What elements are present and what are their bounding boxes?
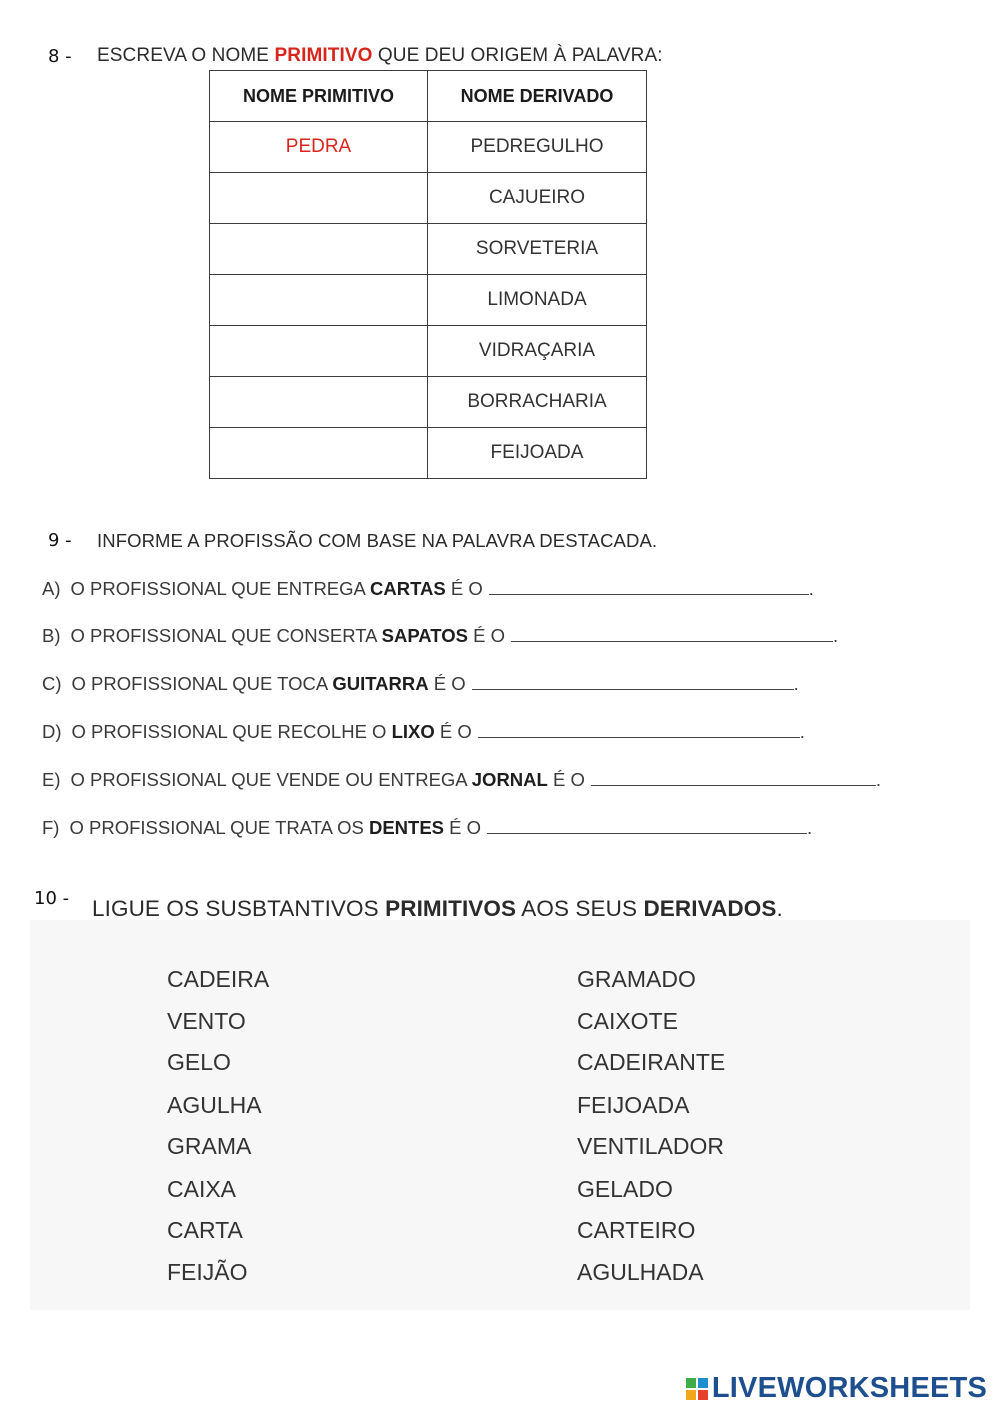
q8-title-highlight: PRIMITIVO (274, 45, 373, 66)
table-row (210, 428, 647, 479)
primitive-word[interactable]: CAIXA (167, 1176, 237, 1202)
derived-word[interactable]: GRAMADO (577, 966, 696, 992)
primitive-word[interactable]: FEIJÃO (167, 1259, 248, 1285)
table-row (210, 377, 647, 428)
item-keyword: JORNAL (471, 769, 548, 790)
header-derived: NOME DERIVADO (428, 71, 647, 122)
primitive-word[interactable]: CARTA (167, 1217, 243, 1243)
item-text-end: É O (449, 817, 482, 838)
item-letter: A) (42, 578, 61, 599)
primitive-word[interactable]: CADEIRA (167, 966, 270, 992)
logo-text: LIVEWORKSHEETS (711, 1372, 987, 1404)
q10-title-pre: LIGUE OS SUSBTANTIVOS (92, 896, 379, 921)
item-text-end: É O (552, 769, 585, 790)
logo-square (698, 1378, 708, 1388)
item-text-end: É O (450, 578, 483, 599)
derived-word[interactable]: CADEIRANTE (577, 1049, 726, 1075)
item-text-end: É O (433, 673, 466, 694)
item-keyword: SAPATOS (381, 625, 468, 646)
primitive-answer-cell[interactable] (210, 326, 428, 377)
item-text: O PROFISSIONAL QUE TRATA OS (69, 817, 364, 838)
item-text: O PROFISSIONAL QUE CONSERTA (70, 625, 377, 646)
primitive-word[interactable]: GRAMA (167, 1133, 252, 1159)
q10-title-mid: AOS SEUS (521, 896, 638, 921)
q8-title (97, 45, 663, 67)
logo-square (698, 1390, 708, 1400)
answer-blank[interactable] (591, 771, 876, 786)
derived-cell: BORRACHARIA (428, 377, 647, 428)
table-row (210, 224, 647, 275)
derived-cell: LIMONADA (428, 275, 647, 326)
q8-number: 8 - (48, 46, 72, 67)
item-letter: C) (42, 673, 62, 694)
period: . (807, 817, 813, 838)
derived-cell: CAJUEIRO (428, 173, 647, 224)
period: . (808, 578, 814, 599)
derived-cell: VIDRAÇARIA (428, 326, 647, 377)
answer-blank[interactable] (478, 723, 800, 738)
derived-word[interactable]: FEIJOADA (577, 1092, 690, 1118)
derived-cell: PEDREGULHO (428, 122, 647, 173)
q8-title-post: QUE DEU ORIGEM À PALAVRA: (377, 45, 663, 66)
period: . (875, 769, 881, 790)
primitive-word[interactable]: VENTO (167, 1008, 246, 1034)
q9-item-b (42, 625, 838, 647)
q9-number: 9 - (48, 530, 72, 551)
primitive-answer-cell[interactable] (210, 224, 428, 275)
primitive-answer-cell[interactable] (210, 377, 428, 428)
logo-mark-icon (686, 1378, 708, 1400)
item-keyword: GUITARRA (332, 673, 429, 694)
item-text-end: É O (439, 721, 472, 742)
answer-blank[interactable] (472, 675, 794, 690)
answer-blank[interactable] (487, 819, 807, 834)
q9-item-f (42, 817, 812, 839)
q8-title-pre: ESCREVA O NOME (97, 45, 270, 66)
q9-item-d (42, 721, 805, 743)
derived-word[interactable]: GELADO (577, 1176, 673, 1202)
answer-blank[interactable] (511, 627, 833, 642)
derived-word[interactable]: CARTEIRO (577, 1217, 696, 1243)
derived-cell: SORVETERIA (428, 224, 647, 275)
table-row (210, 122, 647, 173)
derived-word[interactable]: VENTILADOR (577, 1133, 724, 1159)
q9-item-e (42, 769, 881, 791)
primitive-answer-cell[interactable] (210, 173, 428, 224)
item-text-end: É O (473, 625, 506, 646)
item-letter: F) (42, 817, 60, 838)
q10-title (92, 896, 783, 922)
derived-word[interactable]: AGULHADA (577, 1259, 704, 1285)
header-primitive: NOME PRIMITIVO (210, 71, 428, 122)
q9-item-c (42, 673, 799, 695)
logo-square (686, 1378, 696, 1388)
table-row (210, 173, 647, 224)
q10-title-end: . (776, 896, 783, 921)
q10-number: 10 - (34, 888, 70, 909)
primitive-answer-cell[interactable] (210, 428, 428, 479)
derived-cell: FEIJOADA (428, 428, 647, 479)
liveworksheets-logo (686, 1372, 987, 1405)
primitive-word[interactable]: GELO (167, 1049, 231, 1075)
period: . (793, 673, 799, 694)
period: . (833, 625, 839, 646)
logo-square (686, 1390, 696, 1400)
primitive-word[interactable]: AGULHA (167, 1092, 262, 1118)
primitive-answer-cell[interactable] (210, 275, 428, 326)
item-text: O PROFISSIONAL QUE TOCA (71, 673, 328, 694)
item-keyword: LIXO (391, 721, 435, 742)
period: . (799, 721, 805, 742)
item-text: O PROFISSIONAL QUE VENDE OU ENTREGA (70, 769, 467, 790)
derived-word[interactable]: CAIXOTE (577, 1008, 678, 1034)
q10-title-bold1: PRIMITIVOS (385, 896, 517, 921)
item-text: O PROFISSIONAL QUE RECOLHE O (71, 721, 387, 742)
answer-blank[interactable] (489, 580, 809, 595)
item-letter: D) (42, 721, 62, 742)
primitive-derived-table (209, 70, 647, 479)
item-letter: E) (42, 769, 61, 790)
table-row (210, 326, 647, 377)
item-text: O PROFISSIONAL QUE ENTREGA (70, 578, 365, 599)
table-row (210, 275, 647, 326)
item-letter: B) (42, 625, 61, 646)
item-keyword: CARTAS (370, 578, 446, 599)
item-keyword: DENTES (368, 817, 445, 838)
q9-title: INFORME A PROFISSÃO COM BASE NA PALAVRA DESTACADA. (97, 530, 658, 551)
q10-title-bold2: DERIVADOS (643, 896, 777, 921)
q9-item-a (42, 578, 814, 600)
primitive-cell: PEDRA (210, 122, 428, 173)
